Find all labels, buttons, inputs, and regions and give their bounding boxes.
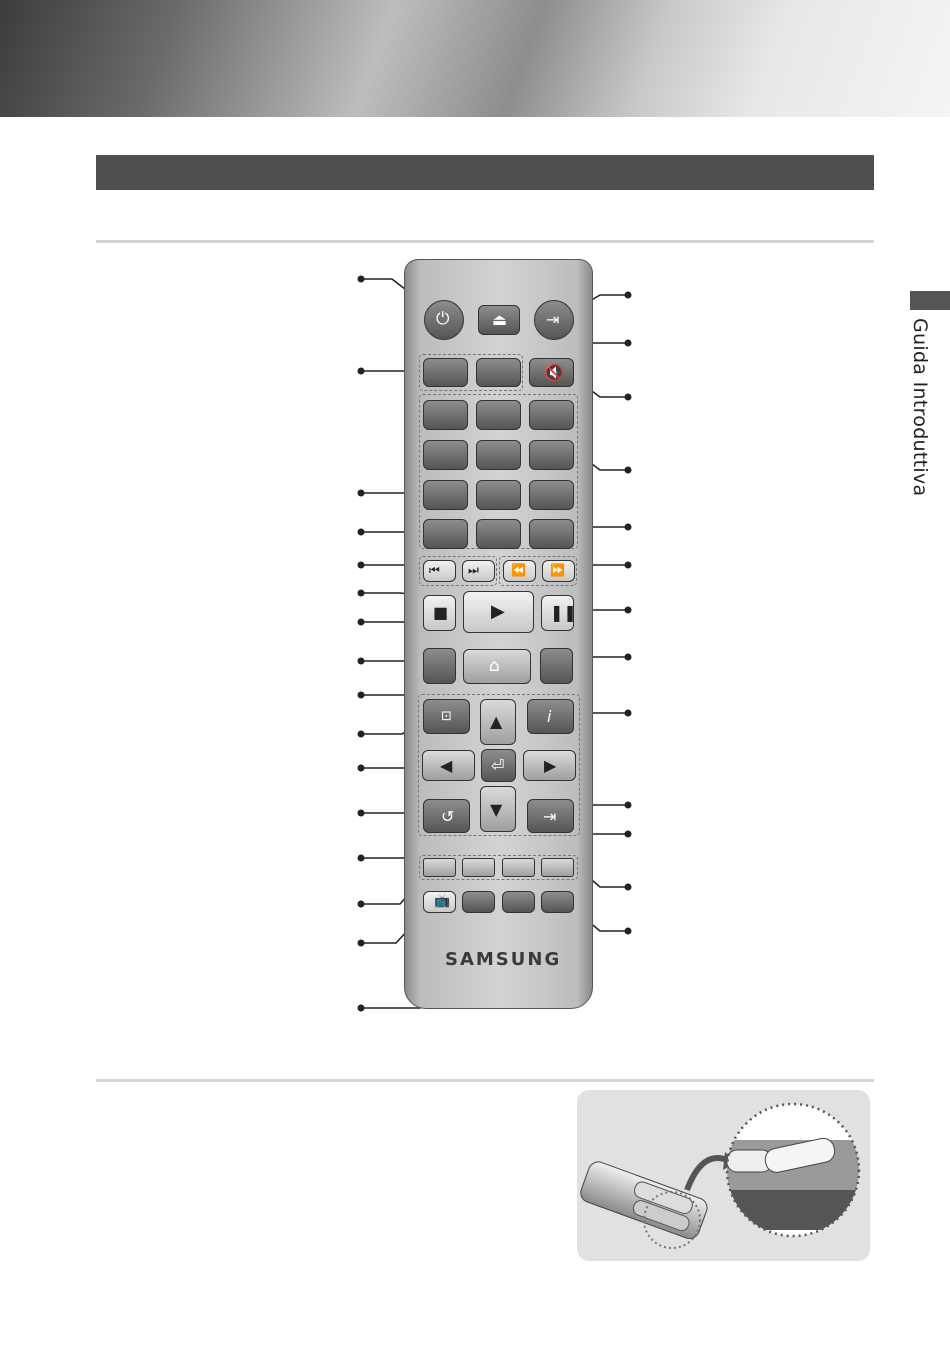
next-icon: ⏭ [468,563,479,577]
battery-drawing [577,1090,870,1261]
home-button[interactable] [463,649,531,684]
info-icon: i [547,707,552,726]
number-button[interactable] [476,400,521,430]
number-button[interactable] [423,400,468,430]
remote-button[interactable] [540,648,573,684]
color-key-b[interactable] [462,858,495,877]
number-button[interactable] [529,400,574,430]
chapter-label: Guida Introduttiva [909,318,931,497]
return-icon: ↺ [441,807,455,826]
enter-button[interactable] [481,749,516,782]
number-button[interactable] [529,519,574,549]
stop-icon: ■ [433,603,449,622]
popup-menu-icon: ⊡ [441,709,452,724]
remote-button[interactable] [462,891,495,913]
right-button[interactable] [523,750,576,781]
number-button[interactable] [423,519,468,549]
rewind-icon: ⏪ [511,563,526,577]
pause-button[interactable] [541,595,577,631]
input-button[interactable] [534,300,574,340]
stop-button[interactable] [423,595,456,631]
remote-button[interactable] [502,891,535,913]
remote-button[interactable] [423,358,468,387]
remote-button[interactable] [423,648,456,684]
input-icon: ⇥ [546,310,560,329]
mute-icon: 🔇 [544,363,564,382]
skip-back-button[interactable] [423,560,456,582]
mute-button[interactable] [529,358,574,387]
skip-forward-button[interactable] [462,560,495,582]
fast-forward-button[interactable] [542,560,575,582]
fast-forward-icon: ⏩ [550,563,565,577]
eject-button[interactable] [478,305,520,335]
power-button[interactable] [424,300,464,340]
tv-icon: 📺 [434,894,451,909]
return-button[interactable] [423,799,470,833]
home-icon: ⌂ [489,656,500,676]
tv-button[interactable] [423,891,456,913]
exit-icon: ⇥ [543,807,557,826]
number-button[interactable] [529,440,574,470]
number-button[interactable] [476,440,521,470]
down-arrow-icon: ▼ [490,800,503,819]
down-button[interactable] [480,786,516,832]
color-key-d[interactable] [541,858,574,877]
number-button[interactable] [476,519,521,549]
color-key-a[interactable] [423,858,456,877]
right-arrow-icon: ▶ [544,756,557,775]
eject-icon: ⏏ [492,310,508,329]
exit-button[interactable] [527,799,574,833]
remote-button[interactable] [541,891,574,913]
number-button[interactable] [423,480,468,510]
left-arrow-icon: ◀ [440,756,453,775]
number-button[interactable] [476,480,521,510]
number-button[interactable] [529,480,574,510]
color-key-c[interactable] [502,858,535,877]
left-button[interactable] [422,750,475,781]
number-button[interactable] [423,440,468,470]
brand-logo: SAMSUNG [445,949,562,970]
pause-icon: ❚❚ [550,603,577,622]
prev-icon: ⏮ [429,563,440,577]
remote-button[interactable] [476,358,521,387]
play-icon: ▶ [491,601,505,622]
play-button[interactable] [463,591,534,633]
up-button[interactable] [480,699,516,745]
enter-icon: ⏎ [491,756,505,775]
rewind-button[interactable] [503,560,536,582]
battery-illustration [577,1090,870,1261]
up-arrow-icon: ▲ [490,712,503,731]
power-icon: ⏻ [436,309,450,329]
